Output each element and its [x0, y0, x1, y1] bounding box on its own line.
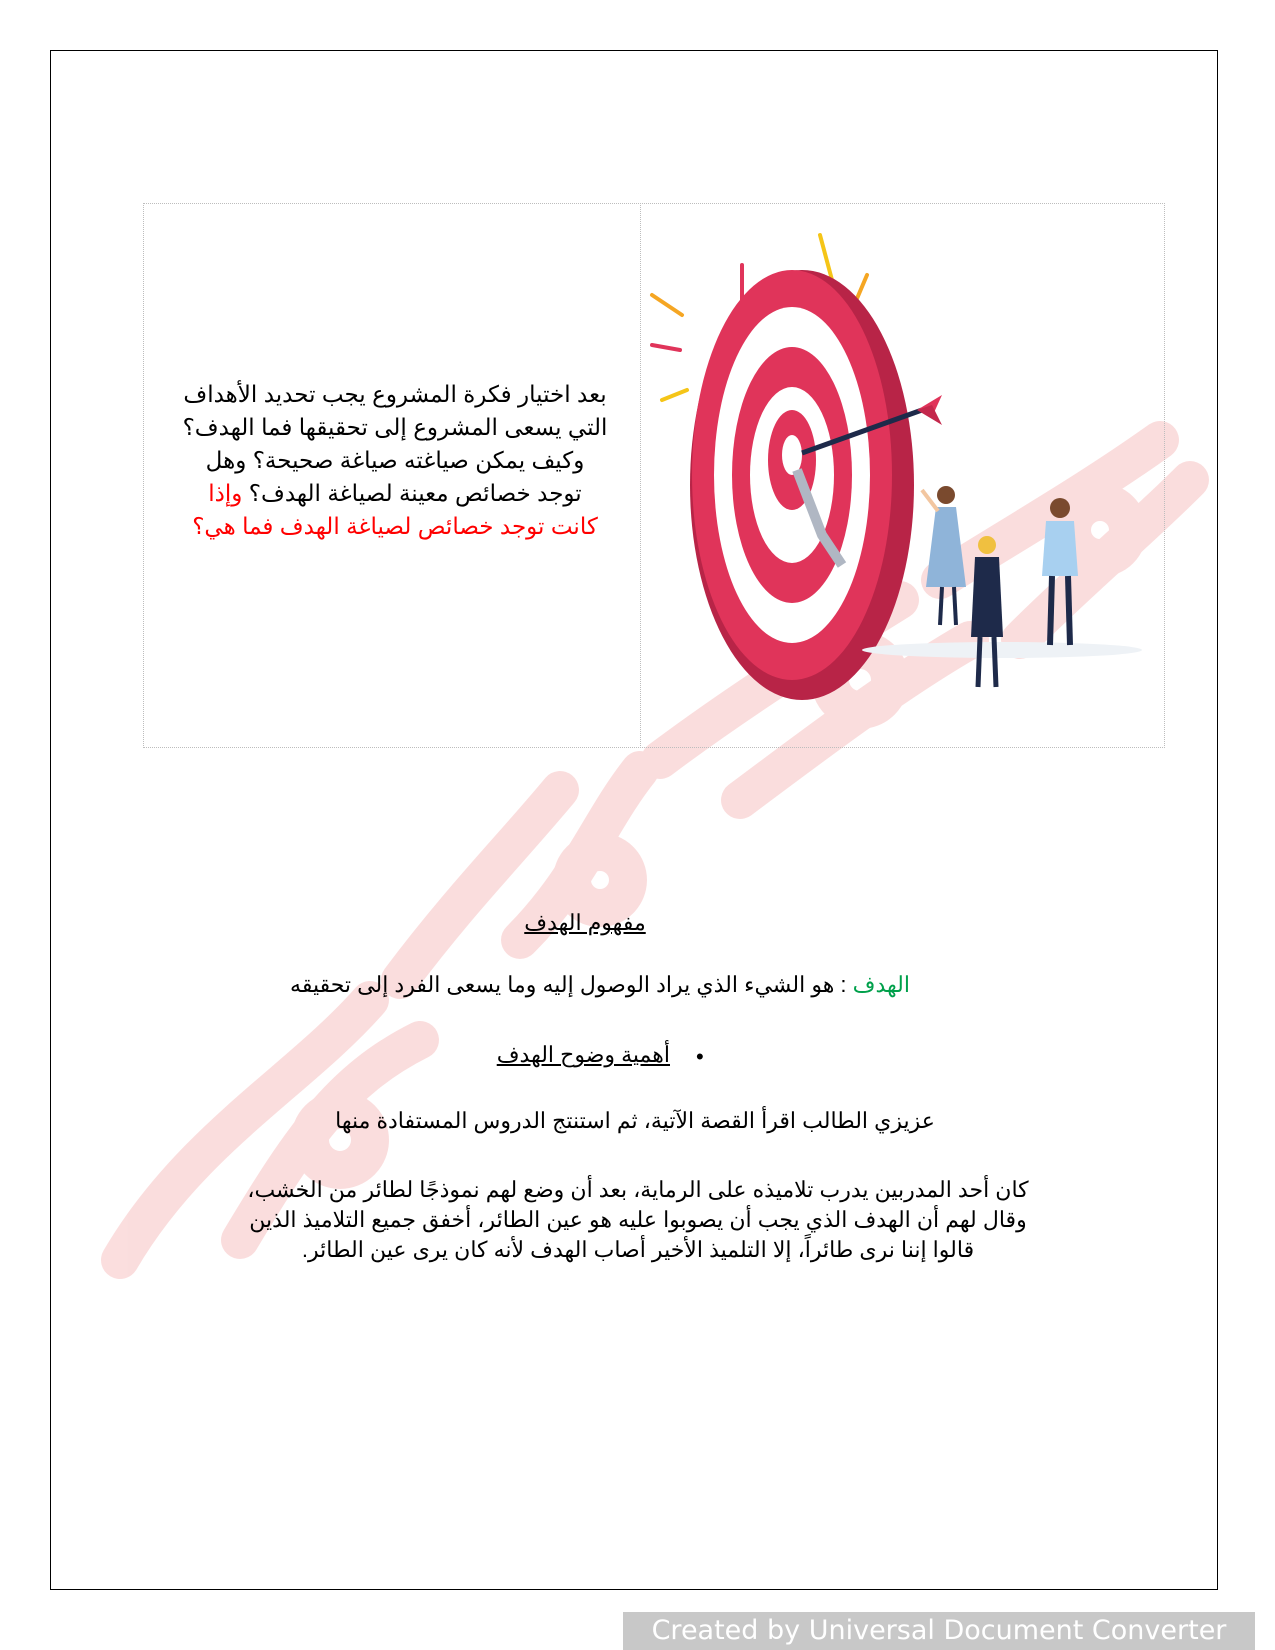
section-title: مفهوم الهدف — [524, 910, 646, 935]
instruction-text: عزيزي الطالب اقرأ القصة الآتية، ثم استنتج الدروس المستفادة منها — [335, 1108, 935, 1133]
goal-definition — [200, 972, 1000, 998]
intro-paragraph — [150, 378, 640, 543]
target-with-arrow-and-people-icon — [642, 205, 1162, 745]
story-paragraph — [168, 1175, 1108, 1265]
converter-badge: Created by Universal Document Converter — [623, 1612, 1255, 1650]
story-line-1: كان أحد المدربين يدرب تلاميذه على الرماية، بعد أن وضع لهم نموذجًا لطائر من الخشب، — [247, 1177, 1029, 1202]
story-line-3: قالوا إننا نرى طائراً، إلا التلميذ الأخير أصاب الهدف لأنه كان يرى عين الطائر. — [301, 1237, 975, 1262]
intro-table-divider — [640, 205, 641, 746]
bullet-heading: أهمية وضوح الهدف — [496, 1042, 670, 1067]
intro-line-3: وكيف يمكن صياغته صياغة صحيحة؟ وهل — [205, 447, 585, 473]
story-line-2: وقال لهم أن الهدف الذي يجب أن يصوبوا عليه هو عين الطائر، أخفق جميع التلاميذ الذين — [249, 1207, 1027, 1232]
intro-line-4-text: توجد خصائص معينة لصياغة الهدف؟ — [242, 480, 582, 506]
intro-line-1: بعد اختيار فكرة المشروع يجب تحديد الأهداف — [183, 381, 607, 407]
bullet-icon: • — [696, 1044, 704, 1069]
goal-term: الهدف — [852, 972, 910, 997]
intro-line-4-highlight: وإذا — [208, 480, 243, 506]
goal-definition-text: : هو الشيء الذي يراد الوصول إليه وما يسعى الفرد إلى تحقيقه — [290, 972, 853, 997]
intro-line-2: التي يسعى المشروع إلى تحقيقها فما الهدف؟ — [182, 414, 608, 440]
intro-line-4 — [150, 477, 640, 510]
intro-line-5: كانت توجد خصائص لصياغة الهدف فما هي؟ — [192, 513, 598, 539]
